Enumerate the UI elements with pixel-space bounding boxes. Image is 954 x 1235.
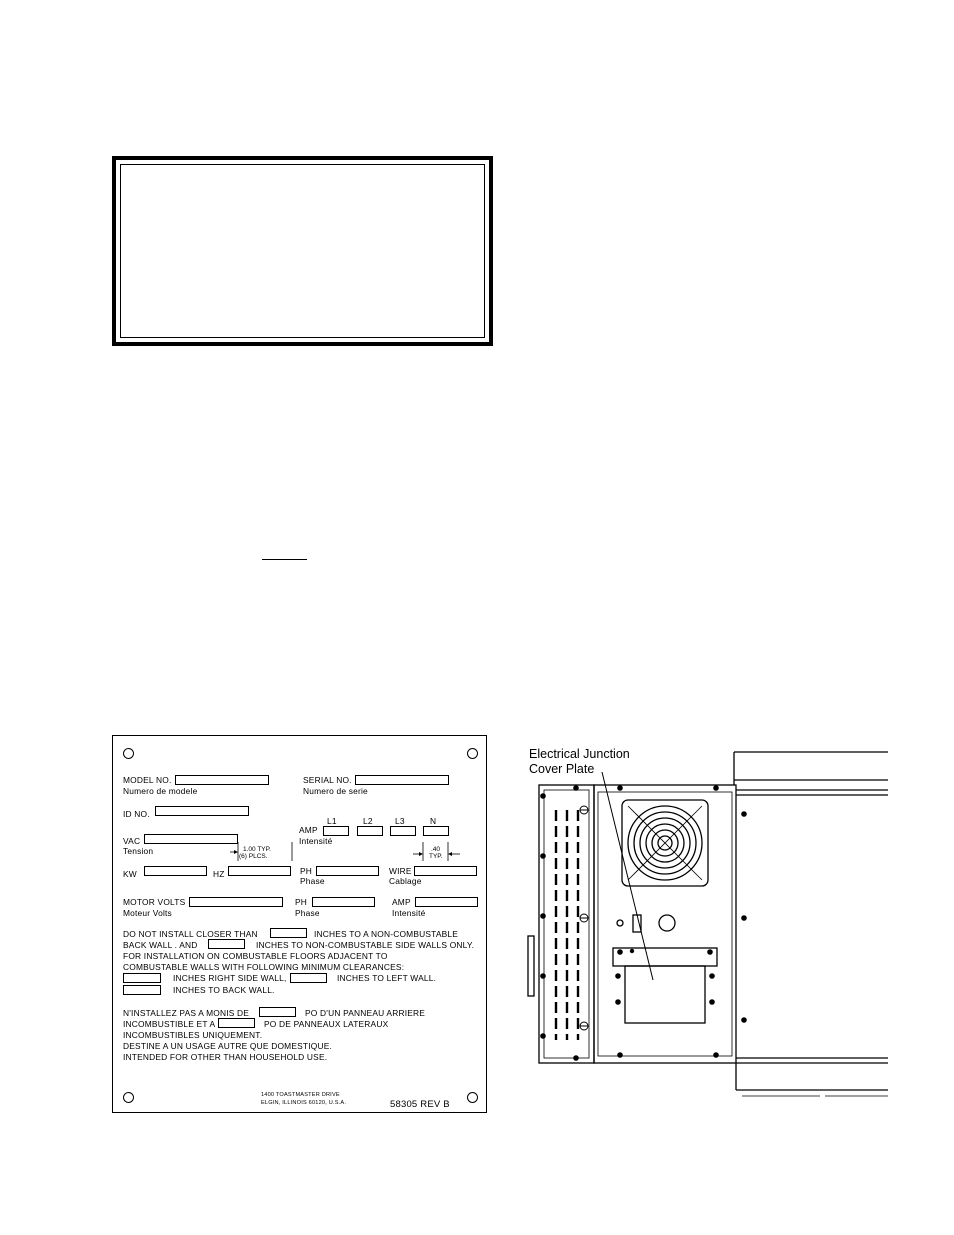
n-field (423, 826, 449, 836)
dim-right-line2: TYP. (429, 853, 443, 860)
dim-left-line2: (6) PLCS. (239, 853, 268, 860)
ph-label: PH (300, 866, 313, 876)
numero-serie-label: Numero de serie (303, 786, 368, 796)
mounting-hole-icon (123, 1092, 134, 1103)
address-line2: ELGIN, ILLINOIS 60120, U.S.A. (261, 1100, 347, 1106)
clearance-line6: INCHES TO BACK WALL. (173, 985, 275, 995)
terminal-block (633, 915, 641, 932)
clearance-line4: COMBUSTABLE WALLS WITH FOLLOWING MINIMUM CLEARANCES: (123, 962, 405, 972)
junction-label-line1: Electrical Junction (529, 747, 630, 761)
motor-ph-label: PH (295, 897, 308, 907)
left-wall-field (290, 973, 327, 983)
dim-left-line1: 1.00 TYP. (243, 846, 271, 853)
dim-right-line1: .40 (431, 846, 441, 853)
back-wall-min-field (123, 985, 161, 995)
clearance-line1b: INCHES TO A NON-COMBUSTABLE (314, 929, 459, 939)
french-line2a: INCOMBUSTIBLE ET A (123, 1019, 216, 1029)
french-line4: DESTINE A UN USAGE AUTRE QUE DOMESTIQUE. (123, 1041, 333, 1051)
numero-modele-label: Numero de modele (123, 786, 198, 796)
clearance-line2a: BACK WALL . AND (123, 940, 198, 950)
clearance-line5b: INCHES TO LEFT WALL. (337, 973, 437, 983)
motor-intensite-label: Intensité (392, 908, 426, 918)
wire-field (414, 866, 477, 876)
clearance-line3: FOR INSTALLATION ON COMBUSTABLE FLOORS ADJACENT TO (123, 951, 388, 961)
french-line2b: PO DE PANNEAUX LATERAUX (264, 1019, 389, 1029)
address-line1: 1400 TOASTMASTER DRIVE (261, 1092, 340, 1098)
junction-cover-top (613, 948, 717, 966)
l3-label: L3 (395, 816, 405, 826)
unit-rear-view-drawing (520, 740, 890, 1100)
vac-label: VAC (123, 836, 141, 846)
motor-volts-field (189, 897, 283, 907)
clearance-line5a: INCHES RIGHT SIDE WALL, (173, 973, 287, 983)
serial-no-field (355, 775, 449, 785)
motor-amp-label: AMP (392, 897, 411, 907)
fastener-dots (540, 785, 747, 1061)
french-line3: INCOMBUSTIBLES UNIQUEMENT. (123, 1030, 263, 1040)
right-side-wall-field (123, 973, 161, 983)
l1-field (323, 826, 349, 836)
louver-slots (556, 810, 578, 1040)
intensite-label: Intensité (299, 836, 333, 846)
tension-label: Tension (123, 846, 154, 856)
clearance-line2b: INCHES TO NON-COMBUSTABLE SIDE WALLS ONLY. (256, 940, 475, 950)
id-no-field (155, 806, 249, 816)
junction-cover-plate (625, 966, 705, 1023)
n-label: N (430, 816, 437, 826)
motor-volts-label: MOTOR VOLTS (123, 897, 186, 907)
moteur-volts-label: Moteur Volts (123, 908, 172, 918)
ph-field (316, 866, 379, 876)
blank-notice-frame (112, 156, 493, 346)
wire-label: WIRE (389, 866, 412, 876)
motor-phase-label: Phase (295, 908, 320, 918)
mounting-hole-icon (467, 748, 478, 759)
french-side-field (218, 1018, 255, 1028)
side-rail (528, 936, 534, 996)
serial-no-label: SERIAL NO. (303, 775, 352, 785)
l2-field (357, 826, 383, 836)
french-line1a: N'INSTALLEZ PAS A MONIS DE (123, 1008, 250, 1018)
cablage-label: Cablage (389, 876, 422, 886)
l2-label: L2 (363, 816, 373, 826)
hz-label: HZ (213, 869, 225, 879)
model-no-label: MODEL NO. (123, 775, 172, 785)
household-use-line: INTENDED FOR OTHER THAN HOUSEHOLD USE. (123, 1052, 328, 1062)
mounting-hole-icon (467, 1092, 478, 1103)
junction-label-line2: Cover Plate (529, 762, 595, 776)
hz-field (228, 866, 291, 876)
rating-plate (112, 735, 487, 1113)
back-wall-field (270, 928, 307, 938)
mounting-hole-icon (123, 748, 134, 759)
kw-label: KW (123, 869, 137, 879)
part-number: 58305 REV B (390, 1099, 450, 1110)
motor-ph-field (312, 897, 375, 907)
motor-amp-field (415, 897, 478, 907)
french-line1b: PO D'UN PANNEAU ARRIERE (305, 1008, 426, 1018)
phase-label: Phase (300, 876, 325, 886)
id-no-label: ID NO. (123, 809, 150, 819)
l3-field (390, 826, 416, 836)
underline-mark (262, 559, 307, 560)
l1-label: L1 (327, 816, 337, 826)
kw-field (144, 866, 207, 876)
french-back-field (259, 1007, 296, 1017)
blank-notice-inner-frame (120, 164, 485, 338)
model-no-field (175, 775, 269, 785)
clearance-line1a: DO NOT INSTALL CLOSER THAN (123, 929, 258, 939)
amp-label: AMP (299, 825, 318, 835)
side-wall-field (208, 939, 245, 949)
screw-heads (580, 806, 588, 1030)
